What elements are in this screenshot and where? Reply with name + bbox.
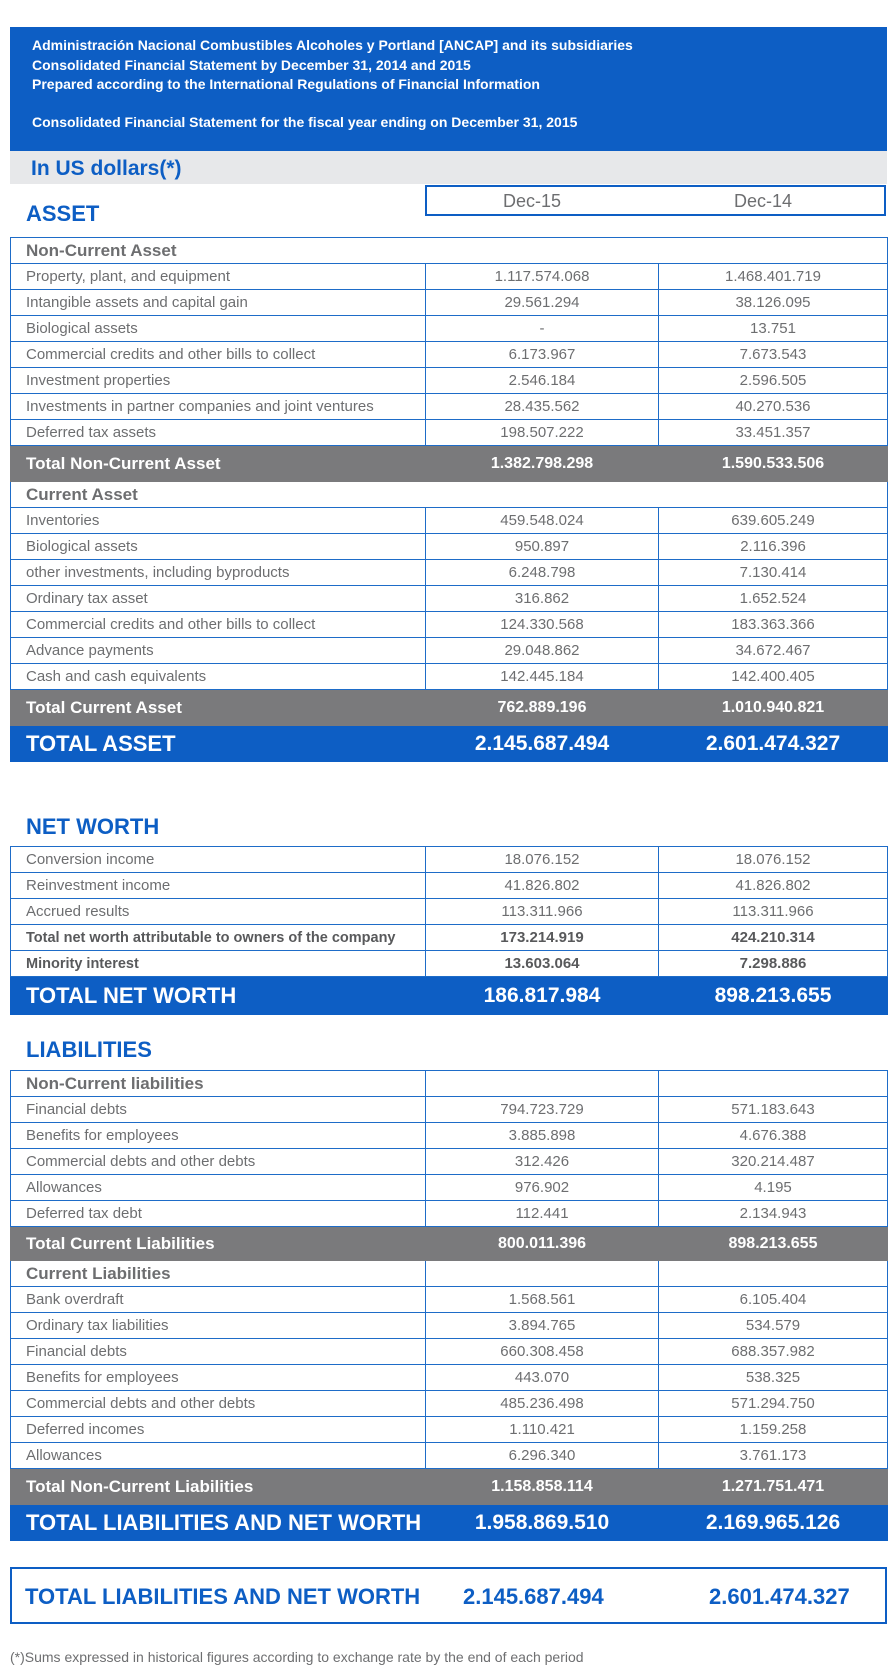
current-liabilities-heading: Current Liabilities bbox=[11, 1261, 426, 1287]
row-value-dec14: 2.134.943 bbox=[659, 1201, 888, 1227]
row-value-dec15: 660.308.458 bbox=[426, 1339, 659, 1365]
row-label: Conversion income bbox=[11, 847, 426, 873]
row-label: Inventories bbox=[11, 508, 426, 534]
row-label: Intangible assets and capital gain bbox=[11, 290, 426, 316]
grand-total-value-dec15: 1.958.869.510 bbox=[426, 1505, 659, 1541]
grand-total-label: TOTAL ASSET bbox=[11, 726, 426, 762]
total-label: Total Current Liabilities bbox=[11, 1227, 426, 1261]
table-row bbox=[11, 951, 888, 977]
row-value-dec15: 316.862 bbox=[426, 586, 659, 612]
row-value-dec14: 13.751 bbox=[659, 316, 888, 342]
asset-table bbox=[10, 237, 888, 762]
row-value-dec14: 2.596.505 bbox=[659, 368, 888, 394]
liabilities-table bbox=[10, 1070, 888, 1541]
row-label: Bank overdraft bbox=[11, 1287, 426, 1313]
header-organization: Administración Nacional Combustibles Alcoholes y Portland [ANCAP] and its subsidiaries bbox=[32, 37, 633, 53]
total-value-dec15: 800.011.396 bbox=[426, 1227, 659, 1261]
row-label: Financial debts bbox=[11, 1097, 426, 1123]
grand-total-value-dec15: 2.145.687.494 bbox=[426, 726, 659, 762]
row-value-dec14: 1.652.524 bbox=[659, 586, 888, 612]
table-row bbox=[11, 612, 888, 638]
row-value-dec15: 13.603.064 bbox=[426, 951, 659, 977]
grand-total-value-dec14: 898.213.655 bbox=[659, 977, 888, 1015]
row-value-dec15: 28.435.562 bbox=[426, 394, 659, 420]
row-label: Investment properties bbox=[11, 368, 426, 394]
row-value-dec15: 29.561.294 bbox=[426, 290, 659, 316]
net-worth-title: NET WORTH bbox=[26, 814, 160, 839]
row-value-dec15: 3.885.898 bbox=[426, 1123, 659, 1149]
total-value-dec15: 762.889.196 bbox=[426, 690, 659, 726]
grand-total-row bbox=[11, 1505, 888, 1541]
table-row bbox=[11, 899, 888, 925]
row-value-dec14: 7.673.543 bbox=[659, 342, 888, 368]
table-row bbox=[11, 290, 888, 316]
row-value-dec15: 459.548.024 bbox=[426, 508, 659, 534]
table-row bbox=[11, 534, 888, 560]
table-row bbox=[11, 394, 888, 420]
row-value-dec15: 1.568.561 bbox=[426, 1287, 659, 1313]
table-subheading-row bbox=[11, 238, 888, 264]
grand-total-value-dec15: 186.817.984 bbox=[426, 977, 659, 1015]
total-row bbox=[11, 446, 888, 482]
total-value-dec14: 1.271.751.471 bbox=[659, 1469, 888, 1505]
total-label: Total Non-Current Liabilities bbox=[11, 1469, 426, 1505]
final-total-value-dec14: 2.601.474.327 bbox=[709, 1584, 850, 1609]
currency-label: In US dollars(*) bbox=[31, 157, 182, 180]
row-value-dec15: 950.897 bbox=[426, 534, 659, 560]
row-value-dec14: 538.325 bbox=[659, 1365, 888, 1391]
total-value-dec14: 1.010.940.821 bbox=[659, 690, 888, 726]
table-row bbox=[11, 1365, 888, 1391]
row-value-dec14: 183.363.366 bbox=[659, 612, 888, 638]
total-value-dec14: 1.590.533.506 bbox=[659, 446, 888, 482]
row-label: Deferred incomes bbox=[11, 1417, 426, 1443]
row-value-dec14: 1.468.401.719 bbox=[659, 264, 888, 290]
row-label: Deferred tax assets bbox=[11, 420, 426, 446]
row-label: Commercial credits and other bills to collect bbox=[11, 342, 426, 368]
grand-total-label: TOTAL NET WORTH bbox=[11, 977, 426, 1015]
total-label: Total Non-Current Asset bbox=[11, 446, 426, 482]
table-row bbox=[11, 316, 888, 342]
grand-total-row bbox=[11, 977, 888, 1015]
row-value-dec14: 38.126.095 bbox=[659, 290, 888, 316]
row-value-dec14: 4.676.388 bbox=[659, 1123, 888, 1149]
table-row bbox=[11, 1097, 888, 1123]
row-label: Ordinary tax liabilities bbox=[11, 1313, 426, 1339]
row-value-dec14: 4.195 bbox=[659, 1175, 888, 1201]
row-value-dec15: 112.441 bbox=[426, 1201, 659, 1227]
row-label: Financial debts bbox=[11, 1339, 426, 1365]
row-label: Commercial debts and other debts bbox=[11, 1149, 426, 1175]
asset-title: ASSET bbox=[26, 201, 100, 226]
row-value-dec15: 142.445.184 bbox=[426, 664, 659, 690]
header-statement-dates: Consolidated Financial Statement by December 31, 2014 and 2015 bbox=[32, 57, 471, 73]
row-value-dec15: 29.048.862 bbox=[426, 638, 659, 664]
table-row bbox=[11, 1175, 888, 1201]
table-row bbox=[11, 508, 888, 534]
row-value-dec14: 571.294.750 bbox=[659, 1391, 888, 1417]
row-value-dec14: 639.605.249 bbox=[659, 508, 888, 534]
table-row bbox=[11, 664, 888, 690]
table-row bbox=[11, 264, 888, 290]
table-row bbox=[11, 1287, 888, 1313]
final-total-label: TOTAL LIABILITIES AND NET WORTH bbox=[25, 1584, 421, 1609]
table-row bbox=[11, 847, 888, 873]
row-label: Investments in partner companies and joint ventures bbox=[11, 394, 426, 420]
grand-total-value-dec14: 2.169.965.126 bbox=[659, 1505, 888, 1541]
row-value-dec14: 571.183.643 bbox=[659, 1097, 888, 1123]
non-current-liabilities-heading: Non-Current liabilities bbox=[11, 1071, 426, 1097]
row-value-dec14: 6.105.404 bbox=[659, 1287, 888, 1313]
row-value-dec14: 2.116.396 bbox=[659, 534, 888, 560]
column-header-dec15: Dec-15 bbox=[502, 191, 562, 211]
row-value-dec15: 18.076.152 bbox=[426, 847, 659, 873]
table-row bbox=[11, 1201, 888, 1227]
row-label: Biological assets bbox=[11, 534, 426, 560]
row-label: Property, plant, and equipment bbox=[11, 264, 426, 290]
table-subheading-row bbox=[11, 1071, 888, 1097]
row-value-dec14: 3.761.173 bbox=[659, 1443, 888, 1469]
row-label: Total net worth attributable to owners of the company bbox=[11, 925, 426, 951]
row-label: Minority interest bbox=[11, 951, 426, 977]
final-total-value-dec15: 2.145.687.494 bbox=[463, 1584, 604, 1609]
row-value-dec15: 312.426 bbox=[426, 1149, 659, 1175]
column-header-dec14: Dec-14 bbox=[733, 191, 793, 211]
row-value-dec15: - bbox=[426, 316, 659, 342]
row-value-dec14: 534.579 bbox=[659, 1313, 888, 1339]
row-value-dec15: 6.173.967 bbox=[426, 342, 659, 368]
row-value-dec14: 424.210.314 bbox=[659, 925, 888, 951]
row-label: Benefits for employees bbox=[11, 1365, 426, 1391]
row-label: Cash and cash equivalents bbox=[11, 664, 426, 690]
net-worth-table bbox=[10, 846, 888, 1015]
row-label: Commercial debts and other debts bbox=[11, 1391, 426, 1417]
row-label: other investments, including byproducts bbox=[11, 560, 426, 586]
row-value-dec14: 18.076.152 bbox=[659, 847, 888, 873]
table-row bbox=[11, 368, 888, 394]
total-value-dec15: 1.158.858.114 bbox=[426, 1469, 659, 1505]
row-value-dec15: 2.546.184 bbox=[426, 368, 659, 394]
row-value-dec14: 40.270.536 bbox=[659, 394, 888, 420]
table-subheading-row bbox=[11, 1261, 888, 1287]
row-value-dec15: 113.311.966 bbox=[426, 899, 659, 925]
row-value-dec14: 33.451.357 bbox=[659, 420, 888, 446]
final-total-box bbox=[10, 1567, 887, 1624]
row-label: Advance payments bbox=[11, 638, 426, 664]
row-value-dec15: 1.117.574.068 bbox=[426, 264, 659, 290]
row-label: Allowances bbox=[11, 1175, 426, 1201]
grand-total-row bbox=[11, 726, 888, 762]
row-label: Ordinary tax asset bbox=[11, 586, 426, 612]
row-value-dec15: 3.894.765 bbox=[426, 1313, 659, 1339]
total-row bbox=[11, 1469, 888, 1505]
current-asset-heading: Current Asset bbox=[11, 482, 888, 508]
total-row bbox=[11, 1227, 888, 1261]
row-value-dec15: 6.296.340 bbox=[426, 1443, 659, 1469]
liabilities-title: LIABILITIES bbox=[26, 1037, 152, 1062]
grand-total-value-dec14: 2.601.474.327 bbox=[659, 726, 888, 762]
row-value-dec15: 1.110.421 bbox=[426, 1417, 659, 1443]
row-value-dec14: 41.826.802 bbox=[659, 873, 888, 899]
table-row bbox=[11, 1123, 888, 1149]
row-value-dec14: 1.159.258 bbox=[659, 1417, 888, 1443]
table-subheading-row bbox=[11, 482, 888, 508]
row-label: Biological assets bbox=[11, 316, 426, 342]
table-row bbox=[11, 1443, 888, 1469]
table-row bbox=[11, 638, 888, 664]
header-fiscal-year: Consolidated Financial Statement for the fiscal year ending on December 31, 2015 bbox=[32, 114, 578, 130]
table-row bbox=[11, 873, 888, 899]
row-value-dec14: 7.130.414 bbox=[659, 560, 888, 586]
report-header bbox=[10, 27, 887, 151]
currency-band bbox=[10, 151, 887, 184]
row-value-dec15: 124.330.568 bbox=[426, 612, 659, 638]
table-row bbox=[11, 1339, 888, 1365]
row-value-dec15: 173.214.919 bbox=[426, 925, 659, 951]
total-label: Total Current Asset bbox=[11, 690, 426, 726]
row-value-dec15: 443.070 bbox=[426, 1365, 659, 1391]
column-headers bbox=[425, 185, 886, 216]
row-value-dec15: 976.902 bbox=[426, 1175, 659, 1201]
row-value-dec15: 485.236.498 bbox=[426, 1391, 659, 1417]
footnote: (*)Sums expressed in historical figures according to exchange rate by the end of each period bbox=[10, 1649, 584, 1665]
row-value-dec15: 6.248.798 bbox=[426, 560, 659, 586]
row-value-dec14: 142.400.405 bbox=[659, 664, 888, 690]
row-value-dec14: 113.311.966 bbox=[659, 899, 888, 925]
table-row bbox=[11, 1391, 888, 1417]
total-row bbox=[11, 690, 888, 726]
table-row bbox=[11, 420, 888, 446]
grand-total-label: TOTAL LIABILITIES AND NET WORTH bbox=[11, 1505, 426, 1541]
table-row bbox=[11, 1149, 888, 1175]
row-value-dec14: 7.298.886 bbox=[659, 951, 888, 977]
row-label: Reinvestment income bbox=[11, 873, 426, 899]
row-label: Benefits for employees bbox=[11, 1123, 426, 1149]
table-row bbox=[11, 586, 888, 612]
table-row bbox=[11, 1417, 888, 1443]
row-value-dec15: 41.826.802 bbox=[426, 873, 659, 899]
table-row bbox=[11, 342, 888, 368]
header-regulations: Prepared according to the International Regulations of Financial Information bbox=[32, 76, 540, 92]
table-row bbox=[11, 925, 888, 951]
row-label: Accrued results bbox=[11, 899, 426, 925]
table-row bbox=[11, 560, 888, 586]
row-value-dec14: 34.672.467 bbox=[659, 638, 888, 664]
row-label: Commercial credits and other bills to collect bbox=[11, 612, 426, 638]
table-row bbox=[11, 1313, 888, 1339]
total-value-dec15: 1.382.798.298 bbox=[426, 446, 659, 482]
non-current-asset-heading: Non-Current Asset bbox=[11, 238, 888, 264]
row-value-dec15: 198.507.222 bbox=[426, 420, 659, 446]
row-value-dec15: 794.723.729 bbox=[426, 1097, 659, 1123]
total-value-dec14: 898.213.655 bbox=[659, 1227, 888, 1261]
row-label: Allowances bbox=[11, 1443, 426, 1469]
row-label: Deferred tax debt bbox=[11, 1201, 426, 1227]
row-value-dec14: 320.214.487 bbox=[659, 1149, 888, 1175]
row-value-dec14: 688.357.982 bbox=[659, 1339, 888, 1365]
